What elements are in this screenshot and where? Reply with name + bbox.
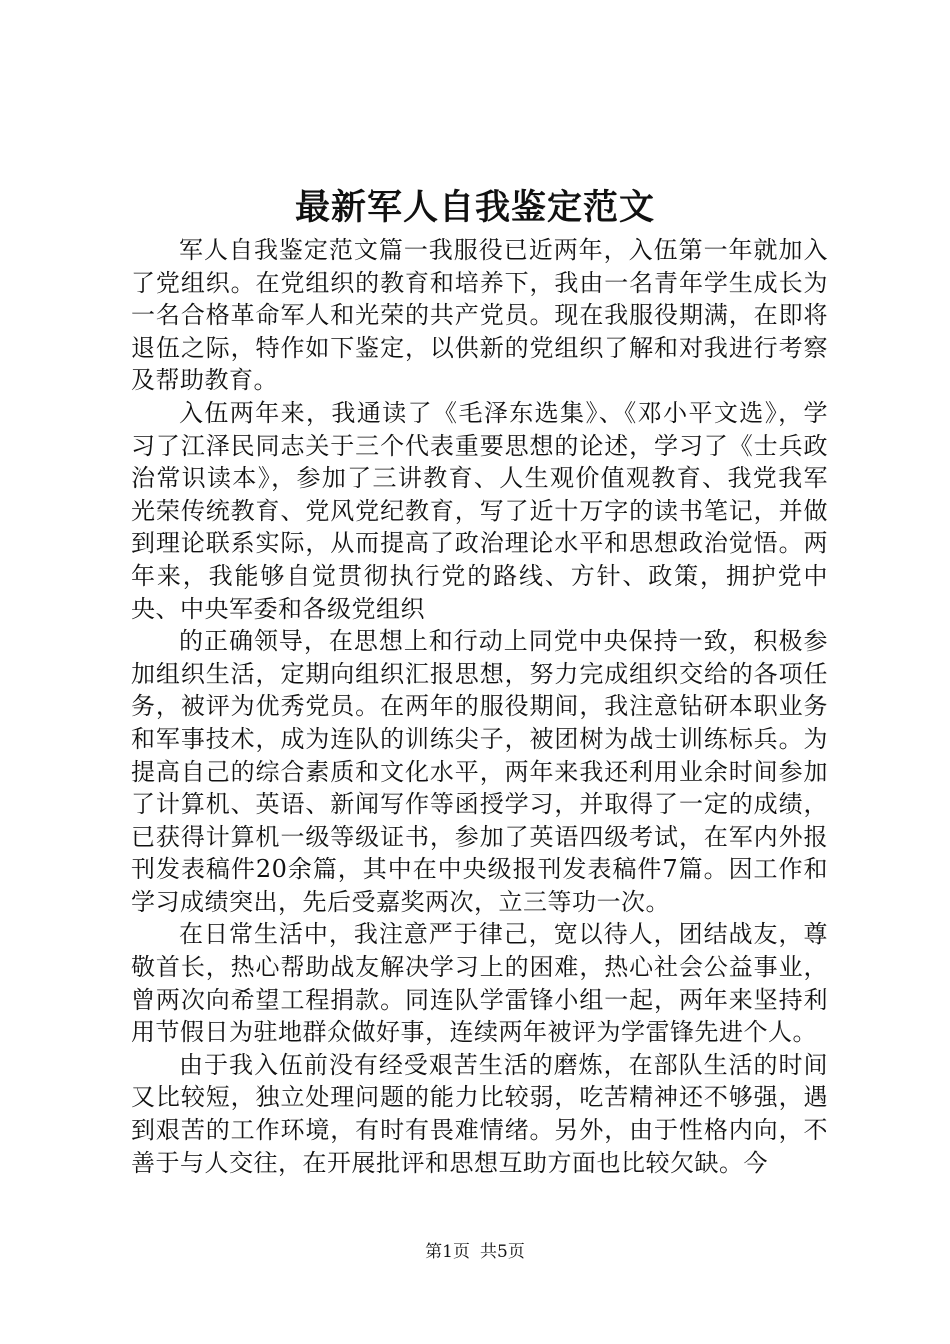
paragraph: 在日常生活中，我注意严于律己，宽以待人，团结战友，尊敬首长，热心帮助战友解决学习上的困难，热心社会公益事业，曾两次向希望工程捐款。同连队学雷锋小组一起，两年来坚持利用节假日为驻地群众做好事，连续两年被评为学雷锋先进个人。 [131, 920, 828, 1047]
paragraph: 军人自我鉴定范文篇一我服役已近两年，入伍第一年就加入了党组织。在党组织的教育和培养下，我由一名青年学生成长为一名合格革命军人和光荣的共产党员。现在我服役期满，在即将退伍之际，特作如下鉴定，以供新的党组织了解和对我进行考察及帮助教育。 [131, 236, 828, 395]
page-number: 第1页 [425, 1242, 470, 1262]
page-footer [0, 1240, 950, 1264]
document-title: 最新军人自我鉴定范文 [294, 187, 655, 228]
document-body [131, 234, 828, 1179]
paragraph: 由于我入伍前没有经受艰苦生活的磨炼，在部队生活的时间又比较短，独立处理问题的能力比较弱，吃苦精神还不够强，遇到艰苦的工作环境，有时有畏难情绪。另外，由于性格内向，不善于与人交往，在开展批评和思想互助方面也比较欠缺。今 [131, 1050, 828, 1177]
paragraph: 入伍两年来，我通读了《毛泽东选集》、《邓小平文选》，学习了江泽民同志关于三个代表重要思想的论述，学习了《士兵政治常识读本》，参加了三讲教育、人生观价值观教育、我党我军光荣传统教育、党风党纪教育，写了近十万字的读书笔记，并做到理论联系实际，从而提高了政治理论水平和思想政治觉悟。两年来，我能够自觉贯彻执行党的路线、方针、政策，拥护党中央、中央军委和各级党组织 [131, 398, 828, 623]
paragraph: 的正确领导，在思想上和行动上同党中央保持一致，积极参加组织生活，定期向组织汇报思想，努力完成组织交给的各项任务，被评为优秀党员。在两年的服役期间，我注意钻研本职业务和军事技术，成为连队的训练尖子，被团树为战士训练标兵。为提高自己的综合素质和文化水平，两年来我还利用业余时间参加了计算机、英语、新闻写作等函授学习，并取得了一定的成绩，已获得计算机一级等级证书，参加了英语四级考试，在军内外报刊发表稿件20余篇，其中在中央级报刊发表稿件7篇。因工作和学习成绩突出，先后受嘉奖两次，立三等功一次。 [131, 627, 828, 916]
page-total: 共5页 [480, 1242, 525, 1262]
